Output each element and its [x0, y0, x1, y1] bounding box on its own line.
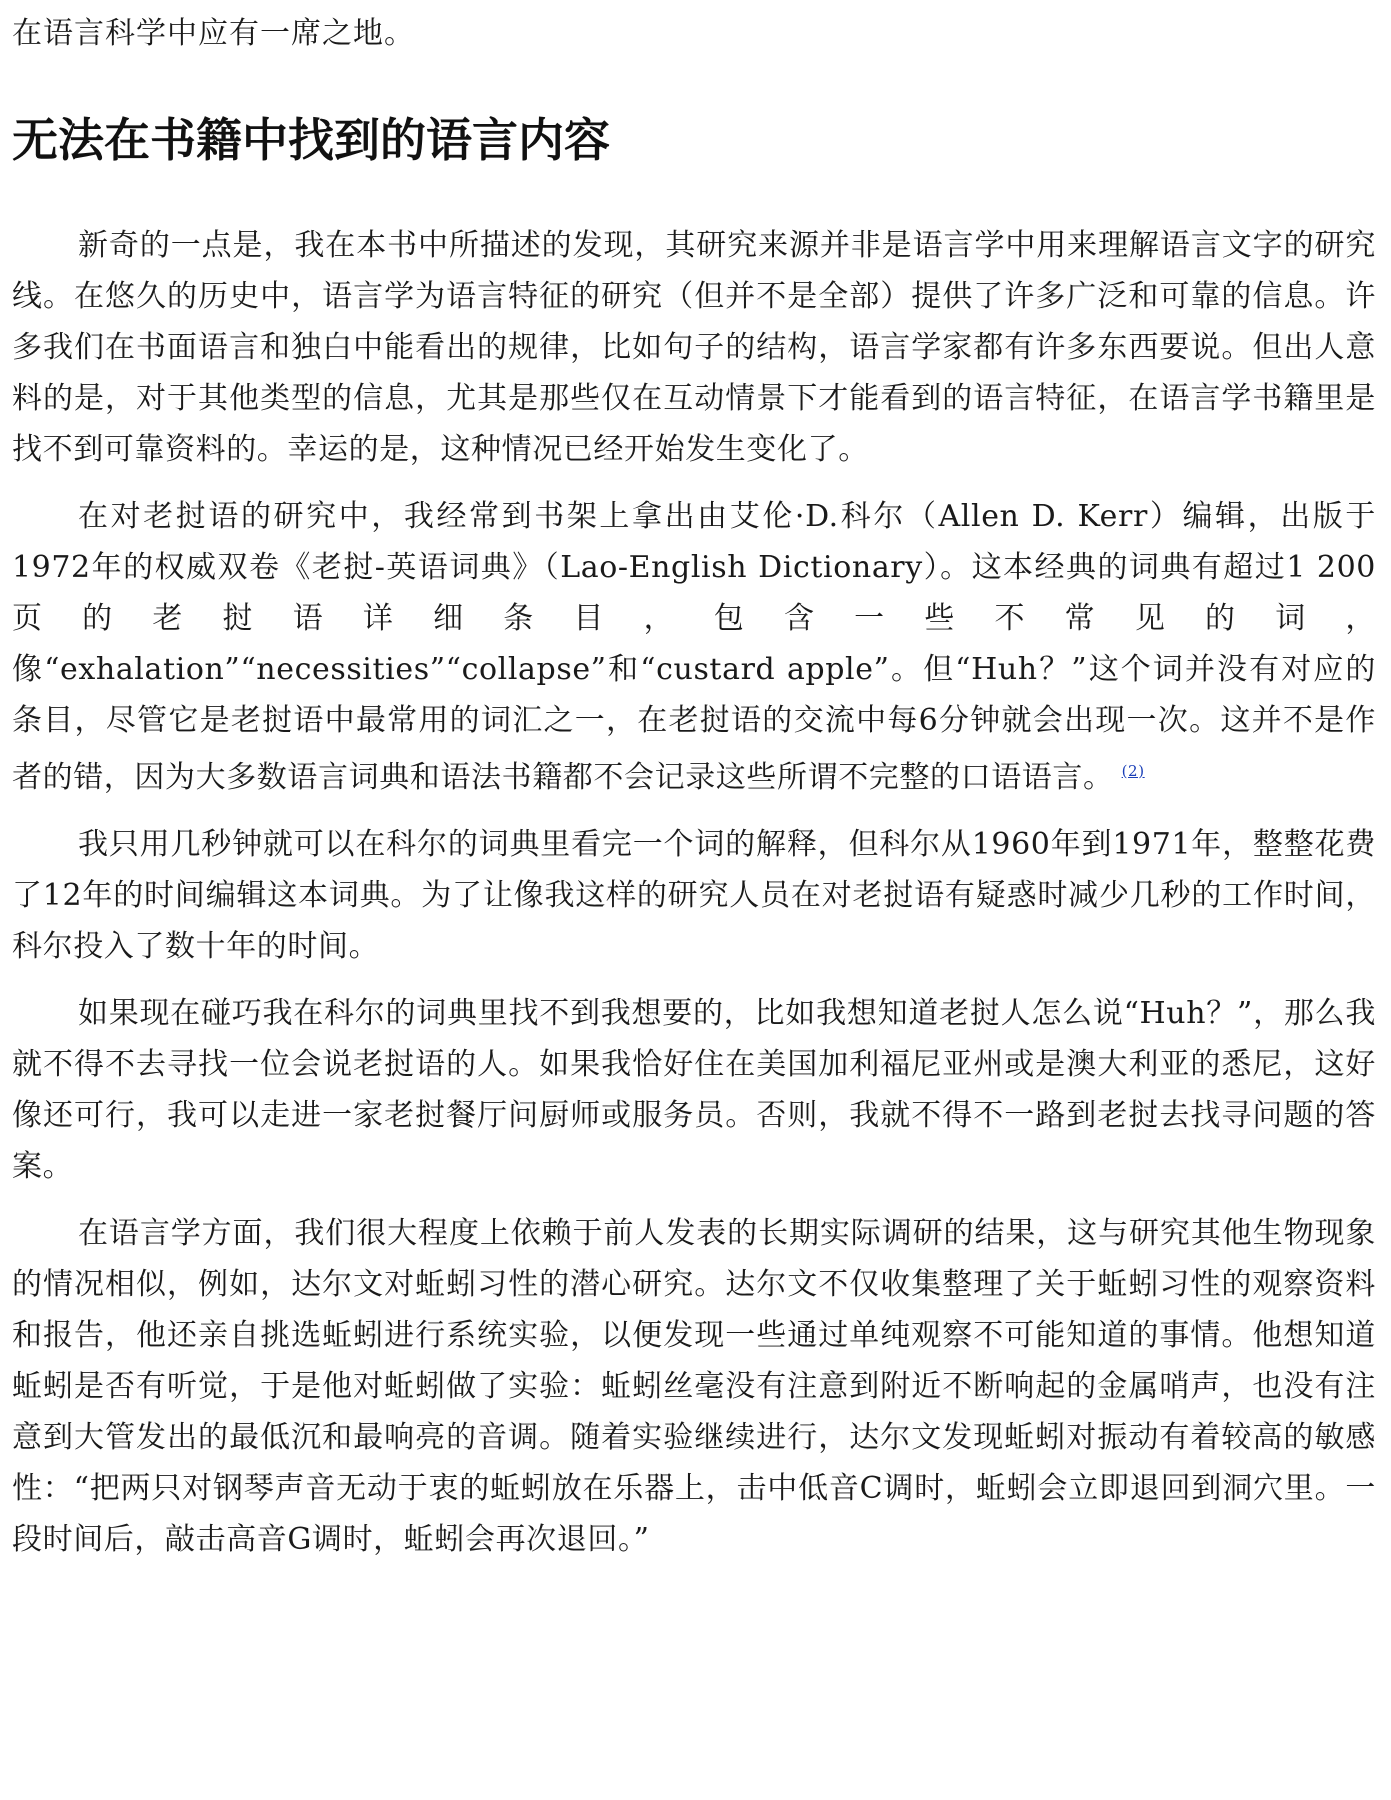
section-title: 无法在书籍中找到的语言内容 — [12, 113, 610, 167]
paragraph-2-text: 在对老挝语的研究中，我经常到书架上拿出由艾伦·D.科尔（Allen D. Kerr）编辑，出版于1972年的权威双卷《老挝-英语词典》（Lao-English Dictionary）。这本经典的词典有超过1 200页的老挝语详细条目，包含一些不常见的词，像“exhalation”“necessities”“collapse”和“custard apple”。但“Huh？”这个词并没有对应的条目，尽管它是老挝语中最常用的词汇之一，在老挝语的交流中每6分钟就会出现一次。这并不是作者的错，因为大多数语言词典和语法书籍都不会记录这些所谓不完整的口语语言。 — [12, 499, 1376, 795]
document-page — [12, 0, 1376, 1581]
lead-in-text: 在语言科学中应有一席之地。 — [12, 16, 415, 51]
paragraph-2 — [12, 491, 1376, 803]
footnote-ref-link[interactable]: (2) — [1121, 762, 1145, 780]
paragraph-3: 我只用几秒钟就可以在科尔的词典里看完一个词的解释，但科尔从1960年到1971年，整整花费了12年的时间编辑这本词典。为了让像我这样的研究人员在对老挝语有疑惑时减少几秒的工作时间，科尔投入了数十年的时间。 — [12, 827, 1376, 964]
paragraph-1: 新奇的一点是，我在本书中所描述的发现，其研究来源并非是语言学中用来理解语言文字的研究线。在悠久的历史中，语言学为语言特征的研究（但并不是全部）提供了许多广泛和可靠的信息。许多我们在书面语言和独白中能看出的规律，比如句子的结构，语言学家都有许多东西要说。但出人意料的是，对于其他类型的信息，尤其是那些仅在互动情景下才能看到的语言特征，在语言学书籍里是找不到可靠资料的。幸运的是，这种情况已经开始发生变化了。 — [12, 228, 1376, 467]
paragraph-5: 在语言学方面，我们很大程度上依赖于前人发表的长期实际调研的结果，这与研究其他生物现象的情况相似，例如，达尔文对蚯蚓习性的潜心研究。达尔文不仅收集整理了关于蚯蚓习性的观察资料和报告，他还亲自挑选蚯蚓进行系统实验，以便发现一些通过单纯观察不可能知道的事情。他想知道蚯蚓是否有听觉，于是他对蚯蚓做了实验：蚯蚓丝毫没有注意到附近不断响起的金属哨声，也没有注意到大管发出的最低沉和最响亮的音调。随着实验继续进行，达尔文发现蚯蚓对振动有着较高的敏感性：“把两只对钢琴声音无动于衷的蚯蚓放在乐器上，击中低音C调时，蚯蚓会立即退回到洞穴里。一段时间后，敲击高音G调时，蚯蚓会再次退回。” — [12, 1216, 1376, 1557]
paragraph-4: 如果现在碰巧我在科尔的词典里找不到我想要的，比如我想知道老挝人怎么说“Huh？”，那么我就不得不去寻找一位会说老挝语的人。如果我恰好住在美国加利福尼亚州或是澳大利亚的悉尼，这好像还可行，我可以走进一家老挝餐厅问厨师或服务员。否则，我就不得不一路到老挝去找寻问题的答案。 — [12, 996, 1376, 1184]
